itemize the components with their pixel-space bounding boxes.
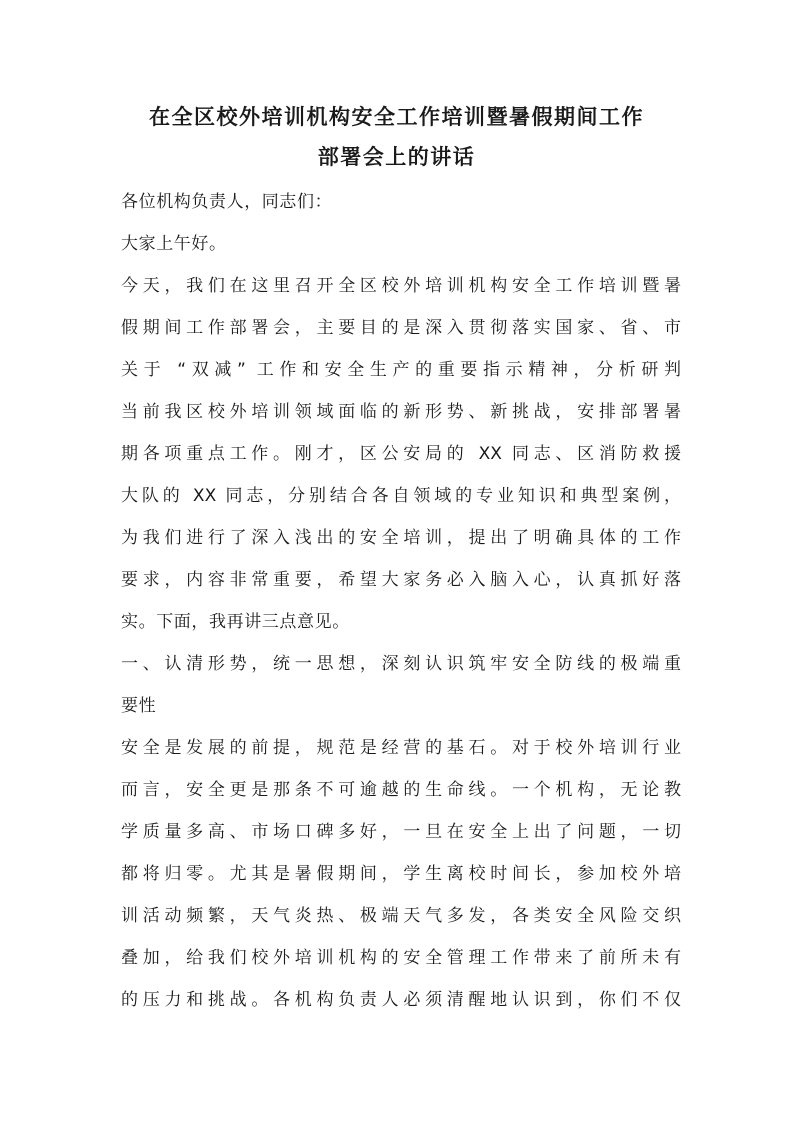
document-title-line-2: 部署会上的讲话 [317, 145, 476, 169]
paragraph-line: 安全是发展的前提，规范是经营的基石。对于校外培训行业 [121, 738, 681, 758]
paragraph-line: 的压力和挑战。各机构负责人必须清醒地认识到，你们不仅 [121, 990, 681, 1010]
section-heading-line: 一、认清形势，统一思想，深刻认识筑牢安全防线的极端重 [121, 654, 681, 674]
paragraph-line: 大队的 XX 同志，分别结合各自领域的专业知识和典型案例， [121, 486, 681, 506]
paragraph-line: 实。下面，我再讲三点意见。 [121, 612, 350, 632]
section-heading-line: 要性 [121, 696, 157, 716]
paragraph-line: 今天，我们在这里召开全区校外培训机构安全工作培训暨暑 [121, 276, 681, 296]
salutation-line: 各位机构负责人，同志们： [121, 192, 333, 212]
paragraph-line: 当前我区校外培训领域面临的新形势、新挑战，安排部署暑 [121, 402, 681, 422]
paragraph-line: 学质量多高、市场口碑多好，一旦在安全上出了问题，一切 [121, 822, 681, 842]
paragraph-line: 都将归零。尤其是暑假期间，学生离校时间长，参加校外培 [121, 864, 681, 884]
paragraph-line: 假期间工作部署会，主要目的是深入贯彻落实国家、省、市 [121, 318, 681, 338]
document-title-line-1: 在全区校外培训机构安全工作培训暨暑假期间工作 [149, 105, 644, 129]
paragraph-line: 训活动频繁，天气炎热、极端天气多发，各类安全风险交织 [121, 906, 681, 926]
paragraph-line: 叠加，给我们校外培训机构的安全管理工作带来了前所未有 [121, 948, 681, 968]
paragraph-line: 期各项重点工作。刚才，区公安局的 XX 同志、区消防救援 [121, 444, 681, 464]
greeting-line: 大家上午好。 [121, 234, 227, 254]
paragraph-line: 为我们进行了深入浅出的安全培训，提出了明确具体的工作 [121, 528, 681, 548]
paragraph-line: 要求，内容非常重要，希望大家务必入脑入心，认真抓好落 [121, 570, 681, 590]
paragraph-line: 而言，安全更是那条不可逾越的生命线。一个机构，无论教 [121, 780, 681, 800]
paragraph-line: 关于 “双减” 工作和安全生产的重要指示精神，分析研判 [121, 360, 681, 380]
